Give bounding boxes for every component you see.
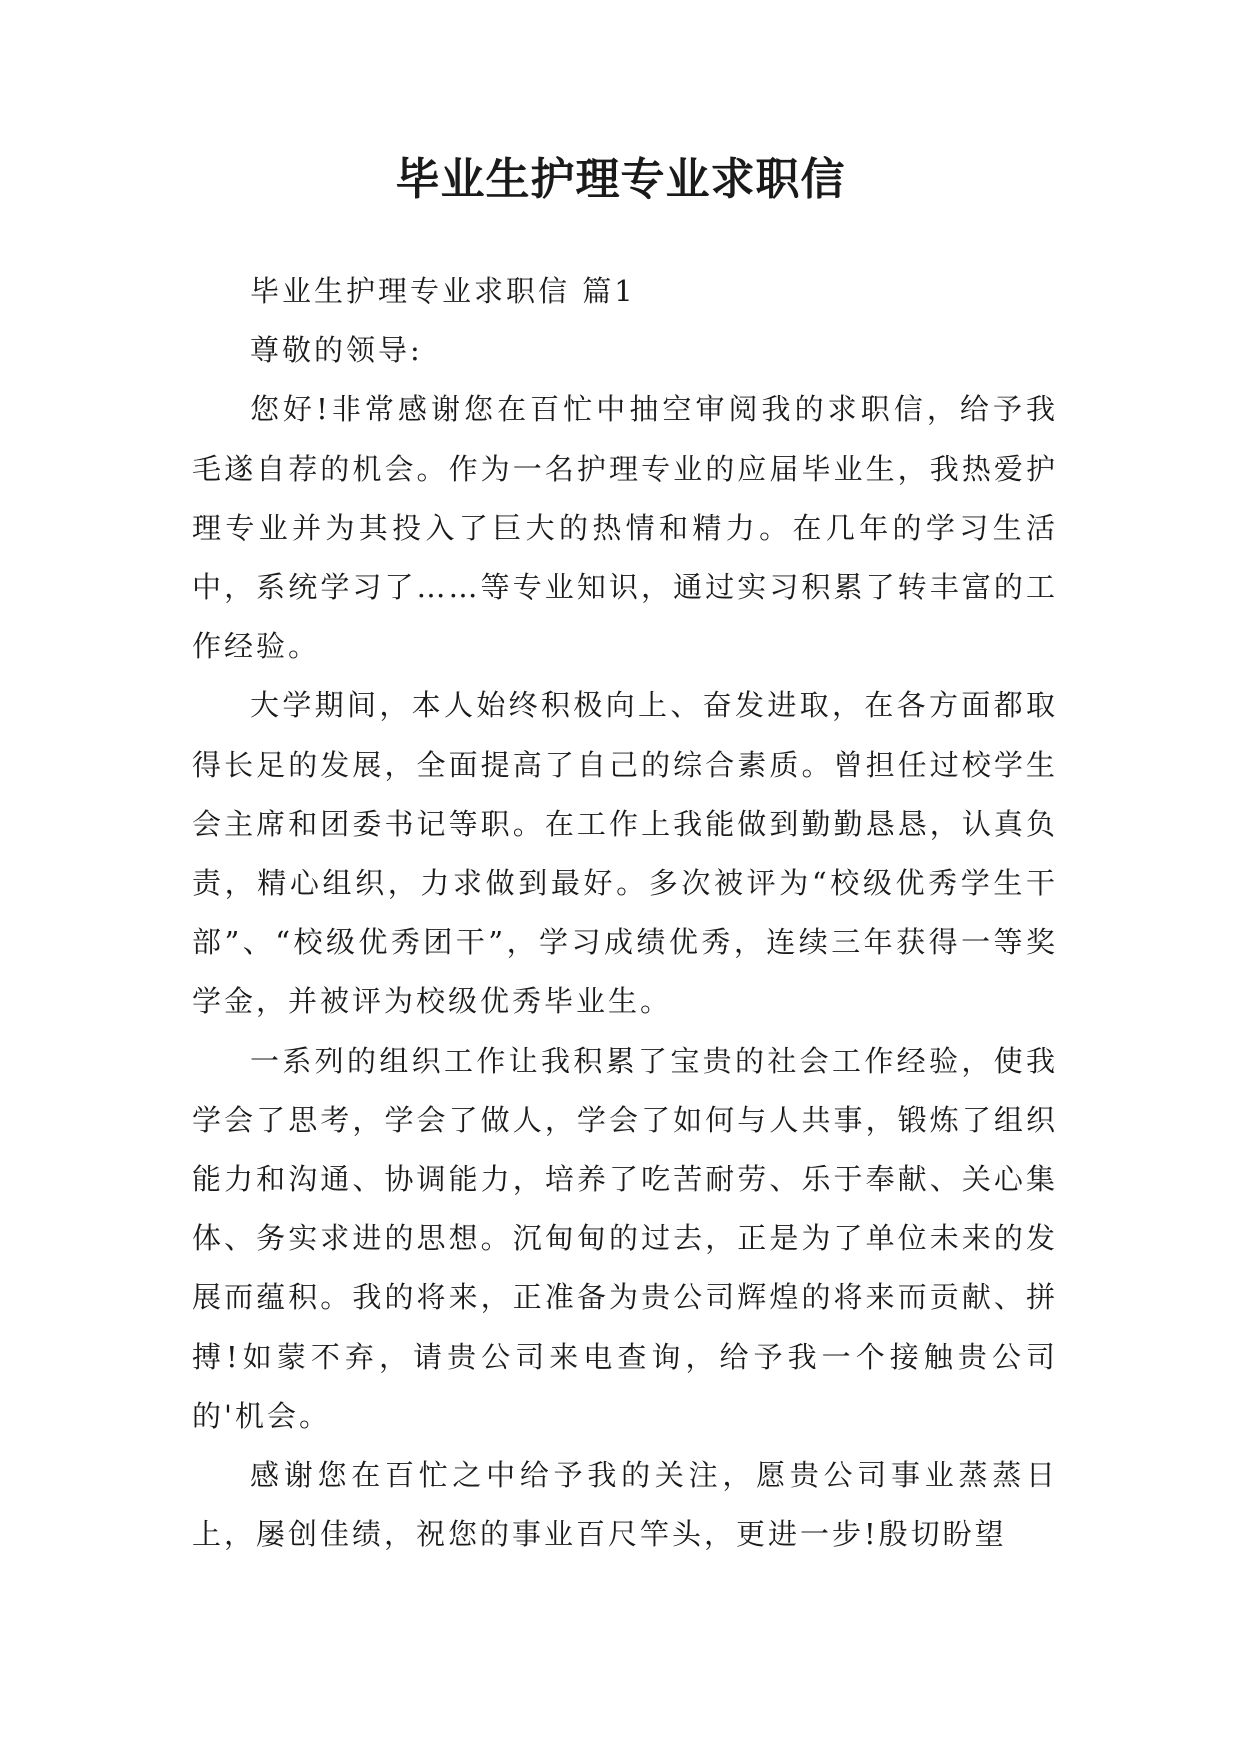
paragraph-closing: 感谢您在百忙之中给予我的关注，愿贵公司事业蒸蒸日上，屡创佳绩，祝您的事业百尺竿头，更进一步!殷切盼望 bbox=[192, 1458, 1058, 1552]
document-body bbox=[192, 262, 1058, 1564]
paragraph-heading: 毕业生护理专业求职信 篇1 bbox=[250, 274, 636, 308]
document-title: 毕业生护理专业求职信 bbox=[395, 154, 846, 205]
paragraph-university: 大学期间，本人始终积极向上、奋发进取，在各方面都取得长足的发展，全面提高了自己的综合素质。曾担任过校学生会主席和团委书记等职。在工作上我能做到勤勤恳恳，认真负责，精心组织，力求做到最好。多次被评为“校级优秀学生干部”、“校级优秀团干”，学习成绩优秀，连续三年获得一等奖学金，并被评为校级优秀毕业生。 bbox=[192, 688, 1058, 1019]
paragraph-greeting: 您好!非常感谢您在百忙中抽空审阅我的求职信，给予我毛遂自荐的机会。作为一名护理专业的应届毕业生，我热爱护理专业并为其投入了巨大的热情和精力。在几年的学习生活中，系统学习了……等专业知识，通过实习积累了转丰富的工作经验。 bbox=[192, 392, 1058, 664]
paragraph-salutation: 尊敬的领导: bbox=[250, 333, 423, 368]
paragraph-experience: 一系列的组织工作让我积累了宝贵的社会工作经验，使我学会了思考，学会了做人，学会了如何与人共事，锻炼了组织能力和沟通、协调能力，培养了吃苦耐劳、乐于奉献、关心集体、务实求进的思想。沉甸甸的过去，正是为了单位未来的发展而蕴积。我的将来，正准备为贵公司辉煌的将来而贡献、拼搏!如蒙不弃，请贵公司来电查询，给予我一个接触贵公司的'机会。 bbox=[192, 1043, 1058, 1433]
